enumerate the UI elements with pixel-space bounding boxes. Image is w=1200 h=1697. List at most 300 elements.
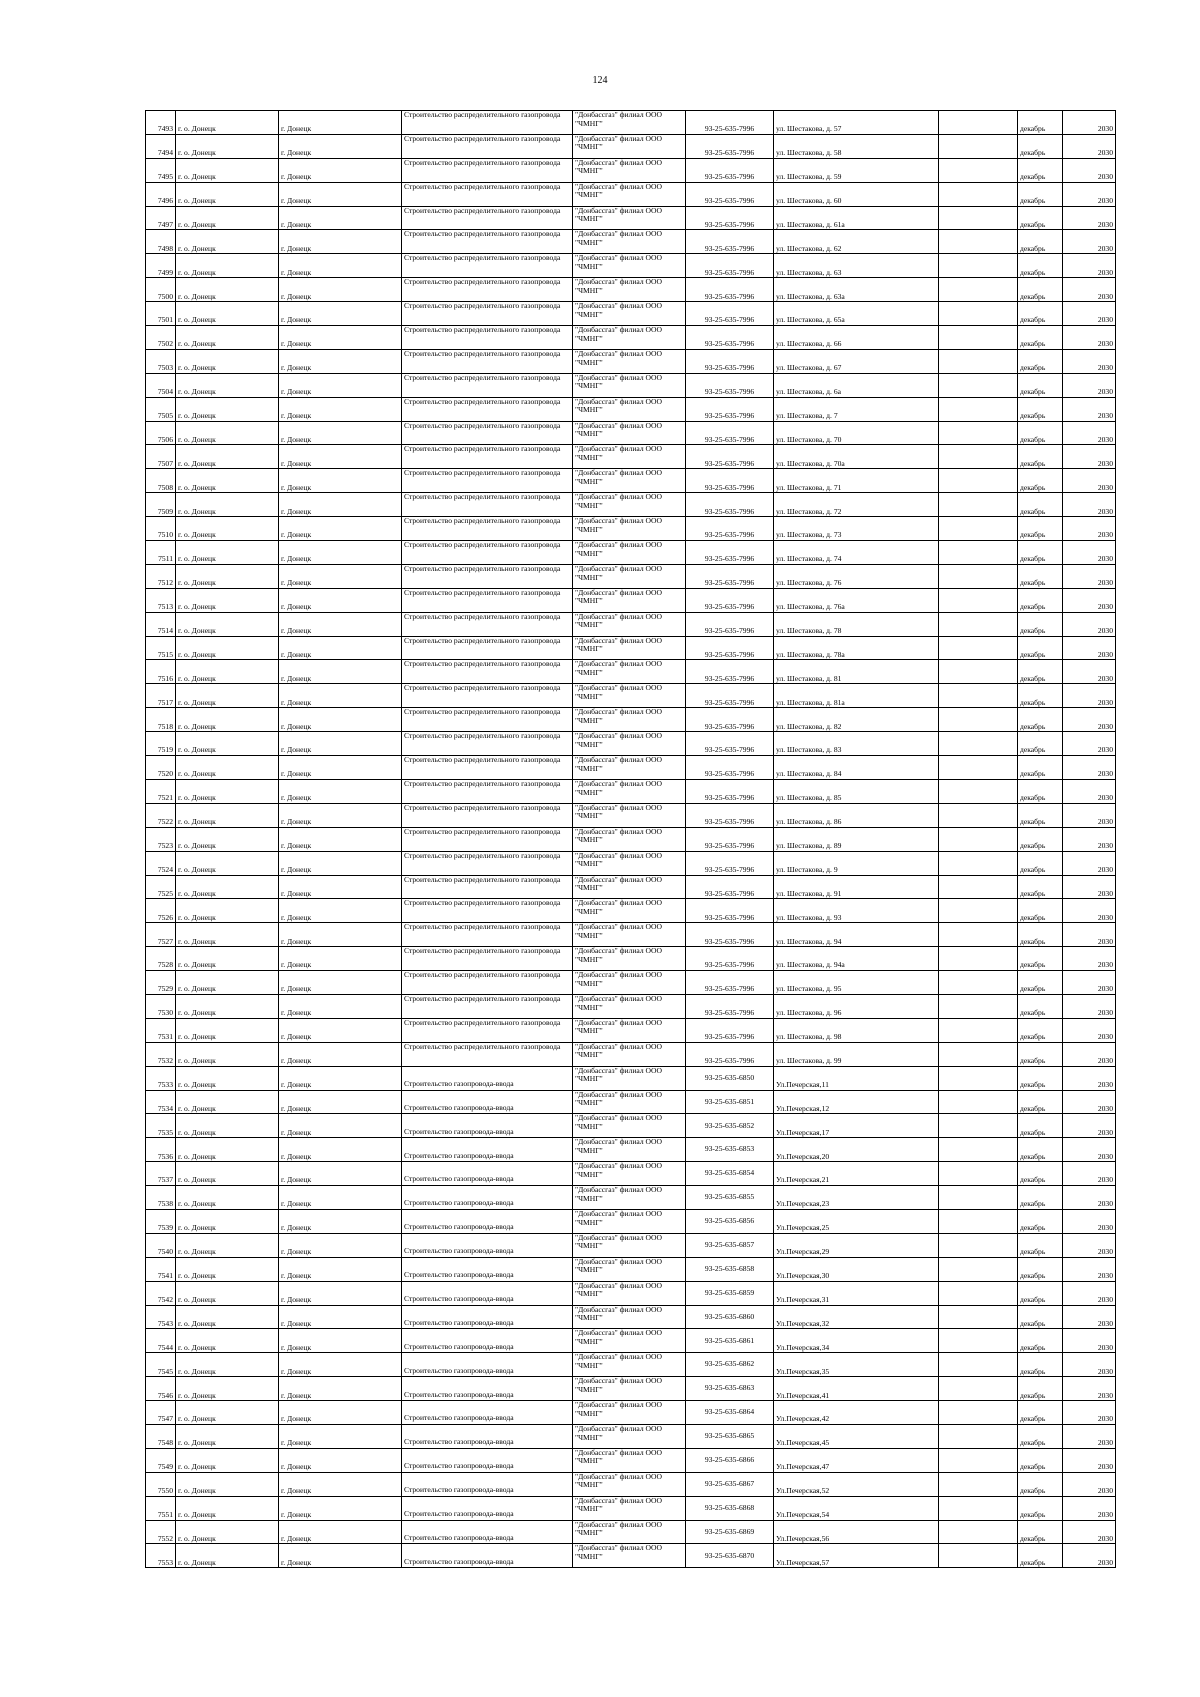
- empty-cell: [939, 1305, 1018, 1329]
- year-cell: 2030: [1063, 517, 1116, 541]
- year-cell: 2030: [1063, 564, 1116, 588]
- work-type-cell: Строительство распределительного газопровода: [402, 971, 573, 995]
- row-number-cell: 7506: [146, 421, 176, 445]
- work-type-cell: Строительство газопровода-ввода: [402, 1472, 573, 1496]
- district-cell: г. о. Донецк: [176, 708, 279, 732]
- organization-cell: "Донбассгаз" филиал ООО "ЧМНГ": [573, 660, 686, 684]
- page-number: 124: [592, 75, 608, 86]
- address-cell: Ул.Печерская,45: [774, 1424, 939, 1448]
- city-cell: г. Донецк: [279, 134, 402, 158]
- district-cell: г. о. Донецк: [176, 349, 279, 373]
- district-cell: г. о. Донецк: [176, 158, 279, 182]
- work-type-cell: Строительство распределительного газопровода: [402, 947, 573, 971]
- work-type-cell: Строительство распределительного газопровода: [402, 875, 573, 899]
- work-type-cell: Строительство распределительного газопровода: [402, 278, 573, 302]
- year-cell: 2030: [1063, 230, 1116, 254]
- month-cell: декабрь: [1018, 1353, 1063, 1377]
- organization-cell: "Донбассгаз" филиал ООО "ЧМНГ": [573, 1233, 686, 1257]
- city-cell: г. Донецк: [279, 421, 402, 445]
- object-code-cell: 93-25-635-7996: [686, 517, 774, 541]
- district-cell: г. о. Донецк: [176, 182, 279, 206]
- month-cell: декабрь: [1018, 994, 1063, 1018]
- object-code-cell: 93-25-635-7996: [686, 588, 774, 612]
- organization-cell: "Донбассгаз" филиал ООО "ЧМНГ": [573, 612, 686, 636]
- organization-cell: "Донбассгаз" филиал ООО "ЧМНГ": [573, 1281, 686, 1305]
- month-cell: декабрь: [1018, 349, 1063, 373]
- district-cell: г. о. Донецк: [176, 851, 279, 875]
- month-cell: декабрь: [1018, 278, 1063, 302]
- city-cell: г. Донецк: [279, 684, 402, 708]
- city-cell: г. Донецк: [279, 1520, 402, 1544]
- organization-cell: "Донбассгаз" филиал ООО "ЧМНГ": [573, 445, 686, 469]
- month-cell: декабрь: [1018, 1305, 1063, 1329]
- row-number-cell: 7549: [146, 1448, 176, 1472]
- table-row: [146, 971, 1116, 995]
- organization-cell: "Донбассгаз" филиал ООО "ЧМНГ": [573, 111, 686, 135]
- row-number-cell: 7493: [146, 111, 176, 135]
- organization-cell: "Донбассгаз" филиал ООО "ЧМНГ": [573, 230, 686, 254]
- work-type-cell: Строительство распределительного газопровода: [402, 1042, 573, 1066]
- empty-cell: [939, 445, 1018, 469]
- table-row: [146, 875, 1116, 899]
- city-cell: г. Донецк: [279, 899, 402, 923]
- year-cell: 2030: [1063, 732, 1116, 756]
- district-cell: г. о. Донецк: [176, 1042, 279, 1066]
- month-cell: декабрь: [1018, 206, 1063, 230]
- organization-cell: "Донбассгаз" филиал ООО "ЧМНГ": [573, 254, 686, 278]
- object-code-cell: 93-25-635-6859: [686, 1281, 774, 1305]
- empty-cell: [939, 1377, 1018, 1401]
- organization-cell: "Донбассгаз" филиал ООО "ЧМНГ": [573, 971, 686, 995]
- address-cell: ул. Шестакова, д. 72: [774, 493, 939, 517]
- city-cell: г. Донецк: [279, 1353, 402, 1377]
- address-cell: ул. Шестакова, д. 81: [774, 660, 939, 684]
- organization-cell: "Донбассгаз" филиал ООО "ЧМНГ": [573, 1186, 686, 1210]
- object-code-cell: 93-25-635-6870: [686, 1544, 774, 1568]
- organization-cell: "Донбассгаз" филиал ООО "ЧМНГ": [573, 493, 686, 517]
- address-cell: ул. Шестакова, д. 57: [774, 111, 939, 135]
- district-cell: г. о. Донецк: [176, 947, 279, 971]
- address-cell: Ул.Печерская,25: [774, 1209, 939, 1233]
- district-cell: г. о. Донецк: [176, 373, 279, 397]
- month-cell: декабрь: [1018, 1496, 1063, 1520]
- table-row: [146, 373, 1116, 397]
- address-cell: ул. Шестакова, д. 98: [774, 1018, 939, 1042]
- row-number-cell: 7542: [146, 1281, 176, 1305]
- address-cell: ул. Шестакова, д. 74: [774, 541, 939, 565]
- month-cell: декабрь: [1018, 1472, 1063, 1496]
- object-code-cell: 93-25-635-7996: [686, 278, 774, 302]
- empty-cell: [939, 636, 1018, 660]
- table-row: [146, 1401, 1116, 1425]
- address-cell: ул. Шестакова, д. 60: [774, 182, 939, 206]
- organization-cell: "Донбассгаз" филиал ООО "ЧМНГ": [573, 302, 686, 326]
- table-row: [146, 278, 1116, 302]
- row-number-cell: 7495: [146, 158, 176, 182]
- object-code-cell: 93-25-635-6861: [686, 1329, 774, 1353]
- object-code-cell: 93-25-635-7996: [686, 206, 774, 230]
- month-cell: декабрь: [1018, 326, 1063, 350]
- organization-cell: "Донбассгаз" филиал ООО "ЧМНГ": [573, 1018, 686, 1042]
- empty-cell: [939, 397, 1018, 421]
- work-type-cell: Строительство газопровода-ввода: [402, 1520, 573, 1544]
- table-row: [146, 397, 1116, 421]
- empty-cell: [939, 134, 1018, 158]
- organization-cell: "Донбассгаз" филиал ООО "ЧМНГ": [573, 1042, 686, 1066]
- row-number-cell: 7519: [146, 732, 176, 756]
- registry-table: [145, 110, 1116, 1568]
- address-cell: ул. Шестакова, д. 71: [774, 469, 939, 493]
- object-code-cell: 93-25-635-7996: [686, 684, 774, 708]
- table-row: [146, 708, 1116, 732]
- year-cell: 2030: [1063, 1305, 1116, 1329]
- empty-cell: [939, 493, 1018, 517]
- object-code-cell: 93-25-635-7996: [686, 373, 774, 397]
- empty-cell: [939, 1066, 1018, 1090]
- table-row: [146, 660, 1116, 684]
- month-cell: декабрь: [1018, 445, 1063, 469]
- address-cell: ул. Шестакова, д. 93: [774, 899, 939, 923]
- organization-cell: "Донбассгаз" филиал ООО "ЧМНГ": [573, 1257, 686, 1281]
- district-cell: г. о. Донецк: [176, 1281, 279, 1305]
- address-cell: ул. Шестакова, д. 82: [774, 708, 939, 732]
- year-cell: 2030: [1063, 326, 1116, 350]
- city-cell: г. Донецк: [279, 1257, 402, 1281]
- empty-cell: [939, 254, 1018, 278]
- year-cell: 2030: [1063, 111, 1116, 135]
- table-row: [146, 803, 1116, 827]
- object-code-cell: 93-25-635-6852: [686, 1114, 774, 1138]
- month-cell: декабрь: [1018, 1066, 1063, 1090]
- object-code-cell: 93-25-635-7996: [686, 182, 774, 206]
- empty-cell: [939, 1353, 1018, 1377]
- work-type-cell: Строительство распределительного газопровода: [402, 1018, 573, 1042]
- work-type-cell: Строительство распределительного газопровода: [402, 827, 573, 851]
- object-code-cell: 93-25-635-7996: [686, 302, 774, 326]
- work-type-cell: Строительство распределительного газопровода: [402, 421, 573, 445]
- district-cell: г. о. Донецк: [176, 1233, 279, 1257]
- city-cell: г. Донецк: [279, 971, 402, 995]
- district-cell: г. о. Донецк: [176, 1114, 279, 1138]
- table-row: [146, 947, 1116, 971]
- object-code-cell: 93-25-635-7996: [686, 923, 774, 947]
- row-number-cell: 7536: [146, 1138, 176, 1162]
- table-row: [146, 564, 1116, 588]
- table-row: [146, 182, 1116, 206]
- city-cell: г. Донецк: [279, 182, 402, 206]
- table-row: [146, 1233, 1116, 1257]
- month-cell: декабрь: [1018, 732, 1063, 756]
- city-cell: г. Донецк: [279, 1281, 402, 1305]
- organization-cell: "Донбассгаз" филиал ООО "ЧМНГ": [573, 1377, 686, 1401]
- table-row: [146, 1353, 1116, 1377]
- district-cell: г. о. Донецк: [176, 1496, 279, 1520]
- table-row: [146, 1520, 1116, 1544]
- city-cell: г. Донецк: [279, 1209, 402, 1233]
- month-cell: декабрь: [1018, 803, 1063, 827]
- year-cell: 2030: [1063, 206, 1116, 230]
- row-number-cell: 7552: [146, 1520, 176, 1544]
- month-cell: декабрь: [1018, 1114, 1063, 1138]
- month-cell: декабрь: [1018, 1377, 1063, 1401]
- object-code-cell: 93-25-635-7996: [686, 971, 774, 995]
- address-cell: ул. Шестакова, д. 99: [774, 1042, 939, 1066]
- district-cell: г. о. Донецк: [176, 923, 279, 947]
- address-cell: ул. Шестакова, д. 6а: [774, 373, 939, 397]
- address-cell: Ул.Печерская,21: [774, 1162, 939, 1186]
- empty-cell: [939, 1186, 1018, 1210]
- address-cell: ул. Шестакова, д. 95: [774, 971, 939, 995]
- year-cell: 2030: [1063, 1401, 1116, 1425]
- month-cell: декабрь: [1018, 541, 1063, 565]
- object-code-cell: 93-25-635-7996: [686, 254, 774, 278]
- table-row: [146, 994, 1116, 1018]
- object-code-cell: 93-25-635-7996: [686, 851, 774, 875]
- row-number-cell: 7551: [146, 1496, 176, 1520]
- table-row: [146, 1472, 1116, 1496]
- organization-cell: "Донбассгаз" филиал ООО "ЧМНГ": [573, 1448, 686, 1472]
- organization-cell: "Донбассгаз" филиал ООО "ЧМНГ": [573, 779, 686, 803]
- organization-cell: "Донбассгаз" филиал ООО "ЧМНГ": [573, 1496, 686, 1520]
- organization-cell: "Донбассгаз" филиал ООО "ЧМНГ": [573, 1090, 686, 1114]
- district-cell: г. о. Донецк: [176, 1401, 279, 1425]
- table-row: [146, 636, 1116, 660]
- district-cell: г. о. Донецк: [176, 1472, 279, 1496]
- empty-cell: [939, 278, 1018, 302]
- object-code-cell: 93-25-635-7996: [686, 1042, 774, 1066]
- year-cell: 2030: [1063, 660, 1116, 684]
- city-cell: г. Донецк: [279, 1042, 402, 1066]
- city-cell: г. Донецк: [279, 636, 402, 660]
- table-row: [146, 1042, 1116, 1066]
- year-cell: 2030: [1063, 349, 1116, 373]
- row-number-cell: 7515: [146, 636, 176, 660]
- year-cell: 2030: [1063, 636, 1116, 660]
- row-number-cell: 7518: [146, 708, 176, 732]
- organization-cell: "Донбассгаз" филиал ООО "ЧМНГ": [573, 564, 686, 588]
- organization-cell: "Донбассгаз" филиал ООО "ЧМНГ": [573, 326, 686, 350]
- year-cell: 2030: [1063, 397, 1116, 421]
- table-row: [146, 1209, 1116, 1233]
- city-cell: г. Донецк: [279, 1401, 402, 1425]
- empty-cell: [939, 182, 1018, 206]
- row-number-cell: 7512: [146, 564, 176, 588]
- work-type-cell: Строительство газопровода-ввода: [402, 1257, 573, 1281]
- city-cell: г. Донецк: [279, 1448, 402, 1472]
- district-cell: г. о. Донецк: [176, 875, 279, 899]
- row-number-cell: 7513: [146, 588, 176, 612]
- district-cell: г. о. Донецк: [176, 612, 279, 636]
- object-code-cell: 93-25-635-6866: [686, 1448, 774, 1472]
- row-number-cell: 7546: [146, 1377, 176, 1401]
- month-cell: декабрь: [1018, 636, 1063, 660]
- city-cell: г. Донецк: [279, 1162, 402, 1186]
- row-number-cell: 7532: [146, 1042, 176, 1066]
- object-code-cell: 93-25-635-7996: [686, 779, 774, 803]
- work-type-cell: Строительство распределительного газопровода: [402, 254, 573, 278]
- month-cell: декабрь: [1018, 588, 1063, 612]
- table-row: [146, 1162, 1116, 1186]
- district-cell: г. о. Донецк: [176, 493, 279, 517]
- district-cell: г. о. Донецк: [176, 517, 279, 541]
- year-cell: 2030: [1063, 1353, 1116, 1377]
- year-cell: 2030: [1063, 1520, 1116, 1544]
- address-cell: ул. Шестакова, д. 73: [774, 517, 939, 541]
- month-cell: декабрь: [1018, 1424, 1063, 1448]
- address-cell: ул. Шестакова, д. 7: [774, 397, 939, 421]
- address-cell: ул. Шестакова, д. 63а: [774, 278, 939, 302]
- empty-cell: [939, 349, 1018, 373]
- empty-cell: [939, 1281, 1018, 1305]
- row-number-cell: 7516: [146, 660, 176, 684]
- year-cell: 2030: [1063, 421, 1116, 445]
- address-cell: Ул.Печерская,34: [774, 1329, 939, 1353]
- year-cell: 2030: [1063, 1114, 1116, 1138]
- month-cell: декабрь: [1018, 1209, 1063, 1233]
- table-row: [146, 1114, 1116, 1138]
- work-type-cell: Строительство распределительного газопровода: [402, 684, 573, 708]
- district-cell: г. о. Донецк: [176, 779, 279, 803]
- row-number-cell: 7525: [146, 875, 176, 899]
- year-cell: 2030: [1063, 947, 1116, 971]
- city-cell: г. Донецк: [279, 445, 402, 469]
- empty-cell: [939, 1233, 1018, 1257]
- address-cell: Ул.Печерская,35: [774, 1353, 939, 1377]
- city-cell: г. Донецк: [279, 302, 402, 326]
- district-cell: г. о. Донецк: [176, 230, 279, 254]
- work-type-cell: Строительство распределительного газопровода: [402, 230, 573, 254]
- table-row: [146, 254, 1116, 278]
- work-type-cell: Строительство распределительного газопровода: [402, 636, 573, 660]
- city-cell: г. Донецк: [279, 493, 402, 517]
- table-row: [146, 421, 1116, 445]
- empty-cell: [939, 612, 1018, 636]
- month-cell: декабрь: [1018, 134, 1063, 158]
- row-number-cell: 7539: [146, 1209, 176, 1233]
- work-type-cell: Строительство газопровода-ввода: [402, 1162, 573, 1186]
- address-cell: Ул.Печерская,57: [774, 1544, 939, 1568]
- city-cell: г. Донецк: [279, 994, 402, 1018]
- organization-cell: "Донбассгаз" филиал ООО "ЧМНГ": [573, 636, 686, 660]
- table-row: [146, 1018, 1116, 1042]
- year-cell: 2030: [1063, 923, 1116, 947]
- object-code-cell: 93-25-635-7996: [686, 230, 774, 254]
- address-cell: ул. Шестакова, д. 63: [774, 254, 939, 278]
- work-type-cell: Строительство распределительного газопровода: [402, 779, 573, 803]
- work-type-cell: Строительство газопровода-ввода: [402, 1138, 573, 1162]
- row-number-cell: 7499: [146, 254, 176, 278]
- organization-cell: "Донбассгаз" филиал ООО "ЧМНГ": [573, 1138, 686, 1162]
- object-code-cell: 93-25-635-7996: [686, 493, 774, 517]
- table-row: [146, 779, 1116, 803]
- row-number-cell: 7507: [146, 445, 176, 469]
- city-cell: г. Донецк: [279, 254, 402, 278]
- district-cell: г. о. Донецк: [176, 541, 279, 565]
- work-type-cell: Строительство распределительного газопровода: [402, 326, 573, 350]
- year-cell: 2030: [1063, 803, 1116, 827]
- table-row: [146, 134, 1116, 158]
- empty-cell: [939, 803, 1018, 827]
- empty-cell: [939, 1209, 1018, 1233]
- row-number-cell: 7520: [146, 756, 176, 780]
- object-code-cell: 93-25-635-7996: [686, 636, 774, 660]
- empty-cell: [939, 947, 1018, 971]
- month-cell: декабрь: [1018, 1281, 1063, 1305]
- empty-cell: [939, 158, 1018, 182]
- table-row: [146, 302, 1116, 326]
- month-cell: декабрь: [1018, 1042, 1063, 1066]
- city-cell: г. Донецк: [279, 230, 402, 254]
- object-code-cell: 93-25-635-7996: [686, 756, 774, 780]
- year-cell: 2030: [1063, 588, 1116, 612]
- work-type-cell: Строительство распределительного газопровода: [402, 158, 573, 182]
- object-code-cell: 93-25-635-7996: [686, 541, 774, 565]
- year-cell: 2030: [1063, 971, 1116, 995]
- organization-cell: "Донбассгаз" филиал ООО "ЧМНГ": [573, 875, 686, 899]
- object-code-cell: 93-25-635-7996: [686, 1018, 774, 1042]
- city-cell: г. Донецк: [279, 1305, 402, 1329]
- district-cell: г. о. Донецк: [176, 827, 279, 851]
- row-number-cell: 7497: [146, 206, 176, 230]
- year-cell: 2030: [1063, 708, 1116, 732]
- city-cell: г. Донецк: [279, 708, 402, 732]
- year-cell: 2030: [1063, 254, 1116, 278]
- district-cell: г. о. Донецк: [176, 1448, 279, 1472]
- month-cell: декабрь: [1018, 1233, 1063, 1257]
- city-cell: г. Донецк: [279, 326, 402, 350]
- empty-cell: [939, 1472, 1018, 1496]
- year-cell: 2030: [1063, 182, 1116, 206]
- object-code-cell: 93-25-635-7996: [686, 612, 774, 636]
- year-cell: 2030: [1063, 541, 1116, 565]
- work-type-cell: Строительство газопровода-ввода: [402, 1329, 573, 1353]
- month-cell: декабрь: [1018, 493, 1063, 517]
- table-row: [146, 445, 1116, 469]
- row-number-cell: 7529: [146, 971, 176, 995]
- address-cell: ул. Шестакова, д. 78а: [774, 636, 939, 660]
- month-cell: декабрь: [1018, 517, 1063, 541]
- object-code-cell: 93-25-635-7996: [686, 803, 774, 827]
- organization-cell: "Донбассгаз" филиал ООО "ЧМНГ": [573, 158, 686, 182]
- row-number-cell: 7500: [146, 278, 176, 302]
- organization-cell: "Донбассгаз" филиал ООО "ЧМНГ": [573, 1209, 686, 1233]
- object-code-cell: 93-25-635-7996: [686, 899, 774, 923]
- city-cell: г. Донецк: [279, 1114, 402, 1138]
- object-code-cell: 93-25-635-6863: [686, 1377, 774, 1401]
- month-cell: декабрь: [1018, 1138, 1063, 1162]
- empty-cell: [939, 756, 1018, 780]
- object-code-cell: 93-25-635-6869: [686, 1520, 774, 1544]
- month-cell: декабрь: [1018, 923, 1063, 947]
- row-number-cell: 7524: [146, 851, 176, 875]
- district-cell: г. о. Донецк: [176, 1305, 279, 1329]
- table-row: [146, 899, 1116, 923]
- month-cell: декабрь: [1018, 899, 1063, 923]
- organization-cell: "Донбассгаз" филиал ООО "ЧМНГ": [573, 1544, 686, 1568]
- table-row: [146, 517, 1116, 541]
- year-cell: 2030: [1063, 1424, 1116, 1448]
- year-cell: 2030: [1063, 278, 1116, 302]
- object-code-cell: 93-25-635-7996: [686, 708, 774, 732]
- month-cell: декабрь: [1018, 1329, 1063, 1353]
- row-number-cell: 7510: [146, 517, 176, 541]
- year-cell: 2030: [1063, 1018, 1116, 1042]
- month-cell: декабрь: [1018, 564, 1063, 588]
- organization-cell: "Донбассгаз" филиал ООО "ЧМНГ": [573, 1424, 686, 1448]
- row-number-cell: 7541: [146, 1257, 176, 1281]
- empty-cell: [939, 1162, 1018, 1186]
- year-cell: 2030: [1063, 469, 1116, 493]
